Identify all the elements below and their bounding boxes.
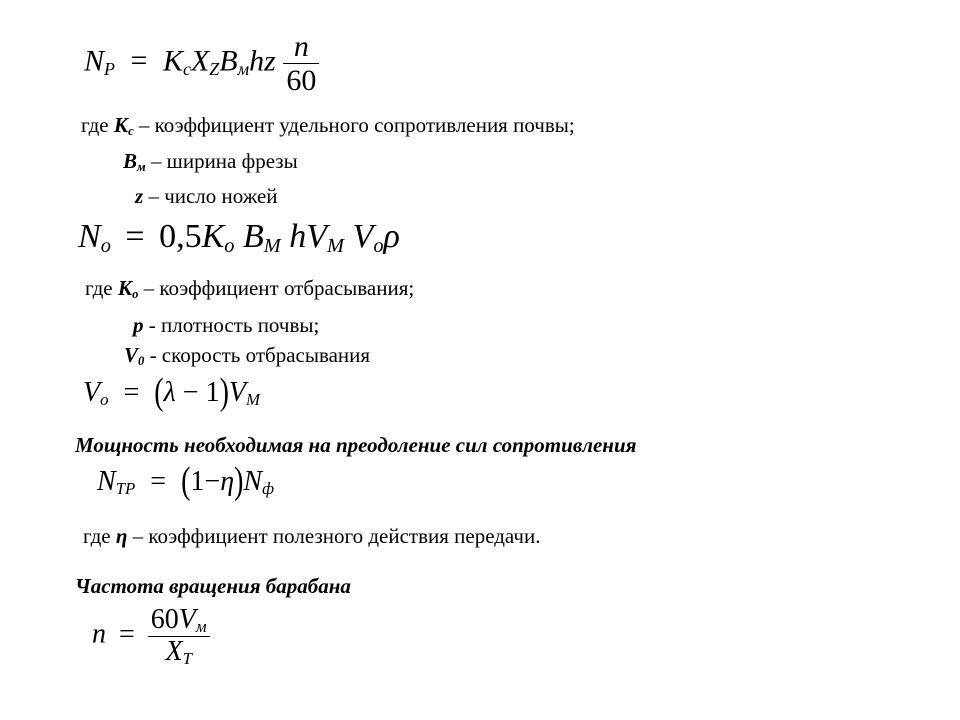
subscript-Z: Z <box>209 58 220 79</box>
definition-text: – число ножей <box>148 184 278 208</box>
minus-sign: − <box>204 466 221 497</box>
subscript-o: o <box>100 235 111 258</box>
symbol-rho: ρ <box>383 218 400 255</box>
equals-sign: = <box>119 618 135 650</box>
fraction-drum-speed <box>148 605 210 668</box>
open-paren: ( <box>181 460 191 503</box>
number-one: 1 <box>205 377 220 408</box>
equals-sign: = <box>123 377 140 408</box>
symbol-n: n <box>92 618 106 650</box>
definition-text: – коэффициент удельного сопротивления почвы; <box>138 113 575 137</box>
fraction-denominator: $X_T$ <box>165 635 192 668</box>
equals-sign: = <box>125 218 145 255</box>
definition-text: – коэффициент полезного действия передачи. <box>132 524 541 548</box>
note-line-3 <box>135 184 278 208</box>
fraction-numerator: n <box>283 30 319 64</box>
formula-throwing-power <box>78 218 400 256</box>
symbol-Ko: $К_о$ <box>117 276 139 302</box>
where-label: где <box>83 524 111 548</box>
where-label: где <box>85 276 113 300</box>
coefficient: 0,5 <box>159 218 202 255</box>
symbol-V: V <box>306 218 328 255</box>
subscript-M: M <box>246 390 260 410</box>
subscript-m: м <box>237 58 250 79</box>
symbol-N: N <box>97 466 116 497</box>
symbol-N: N <box>78 218 101 255</box>
formula-drum-speed <box>92 605 210 668</box>
symbol-V: V <box>228 377 246 408</box>
definition-text: – коэффициент отбрасывания; <box>143 276 415 300</box>
open-paren: ( <box>154 371 164 414</box>
formula-power-milling <box>84 30 319 97</box>
close-paren: ) <box>219 371 229 414</box>
symbol-p: р <box>133 313 144 337</box>
subscript-o: o <box>224 235 235 258</box>
note-line-5 <box>133 313 319 337</box>
minus-sign: − <box>182 377 199 408</box>
formula-throw-speed <box>83 371 260 414</box>
symbol-Bm: $В_м$ <box>123 149 146 175</box>
subscript-f: ф <box>262 479 275 499</box>
fraction-denominator: 60 <box>286 64 317 97</box>
symbol-Kc: $К_с$ <box>113 113 134 139</box>
symbol-V0: $V_0$ <box>124 343 145 369</box>
section-heading-power: Мощность необходимая на преодоление сил сопротивления <box>75 433 637 457</box>
equals-sign: = <box>150 466 167 497</box>
subscript-P: P <box>104 58 116 79</box>
definition-text: - скорость отбрасывания <box>149 343 371 367</box>
subscript-o: o <box>373 235 384 258</box>
symbol-B: B <box>242 218 264 255</box>
subscript-M: M <box>327 235 345 258</box>
fraction-n-over-60 <box>283 30 319 97</box>
symbol-B: B <box>219 44 238 78</box>
equals-sign: = <box>130 44 148 78</box>
symbol-h: h <box>289 218 307 255</box>
note-line-1 <box>81 113 575 137</box>
close-paren: ) <box>234 460 244 503</box>
symbol-K: K <box>201 218 225 255</box>
symbol-V: V <box>352 218 374 255</box>
symbol-eta: η <box>115 524 128 548</box>
where-label: где <box>81 113 109 137</box>
number-one: 1 <box>190 466 205 497</box>
symbol-V: V <box>83 377 101 408</box>
symbol-z: z <box>135 184 144 208</box>
fraction-numerator: $60V_м$ <box>148 605 210 637</box>
subscript-M: M <box>263 235 281 258</box>
symbol-X: X <box>190 44 210 78</box>
symbol-K: K <box>162 44 183 78</box>
note-line-2 <box>123 149 298 173</box>
subscript-o: o <box>100 390 109 410</box>
section-heading-drum-speed: Частота вращения барабана <box>75 574 351 598</box>
note-line-6 <box>124 343 370 367</box>
note-line-4 <box>85 276 414 300</box>
symbol-N: N <box>243 466 263 497</box>
subscript-TP: TP <box>115 479 136 499</box>
note-line-7 <box>83 524 540 548</box>
symbol-lambda: λ <box>163 377 176 408</box>
symbol-N: N <box>84 44 105 78</box>
symbol-hz: hz <box>249 44 276 78</box>
subscript-c: c <box>182 58 191 79</box>
definition-text: – ширина фрезы <box>150 149 298 173</box>
definition-text: - плотность почвы; <box>148 313 320 337</box>
symbol-eta: η <box>220 466 235 497</box>
formula-transmission-power <box>97 460 275 503</box>
